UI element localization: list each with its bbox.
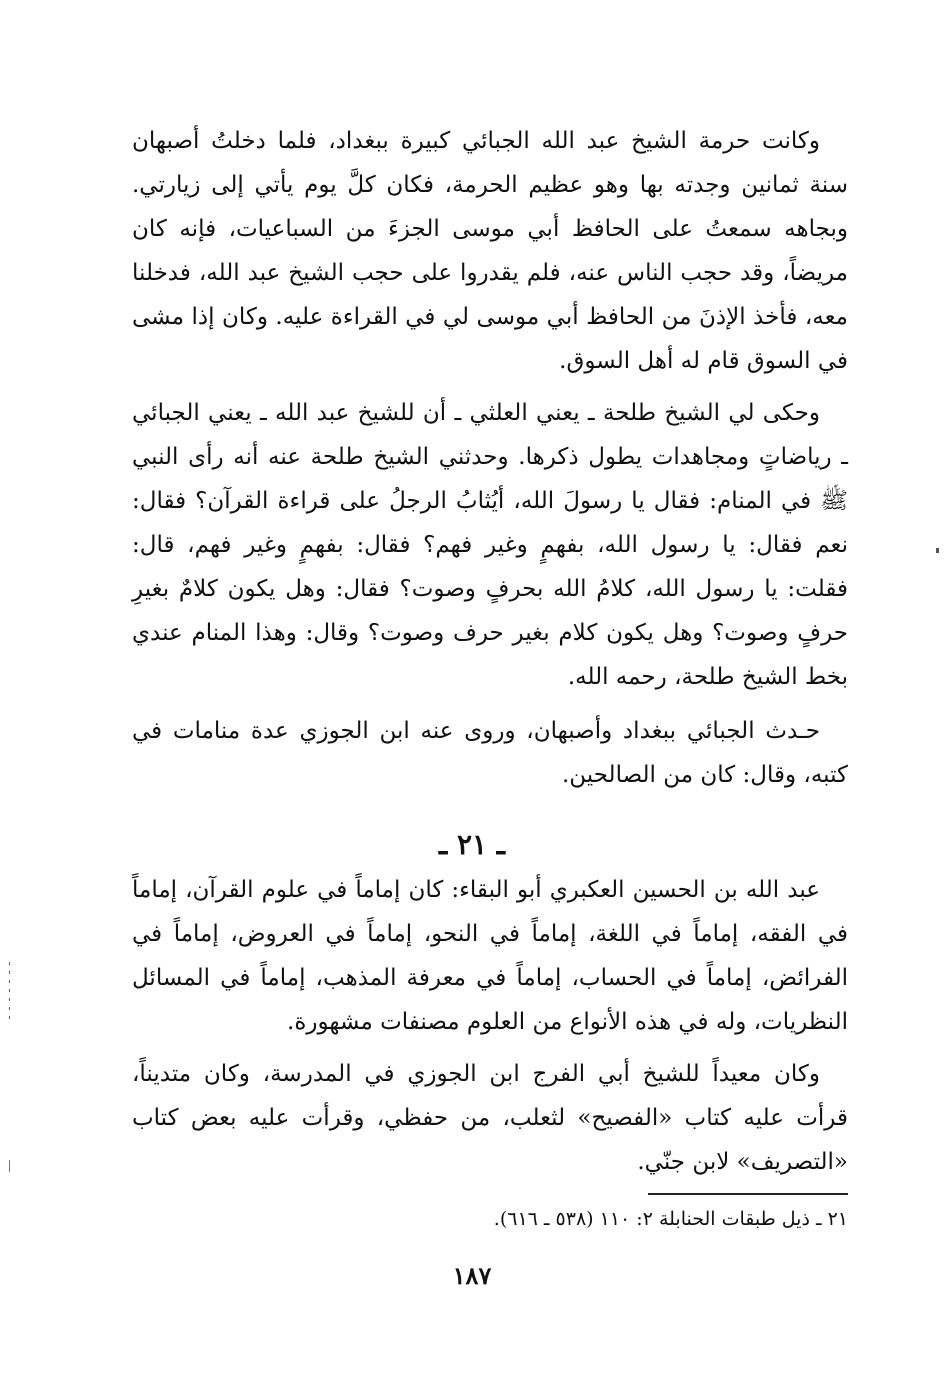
paragraph-text: عبد الله بن الحسين العكبري أبو البقاء: كان إماماً في علوم القرآن، إماماً في الفقه، إماماً في اللغة، إماماً في النحو، إماماً في العروض، إماماً في الفرائض، إماماً في الحساب، إماماً في معرفة المذهب، إماماً في المسائل النظريات، وله في هذه الأنواع من العلوم مصنفات مشهورة.: [132, 877, 848, 1035]
paragraph-akbari-biography: [132, 868, 848, 1044]
page-number: ١٨٧: [452, 1261, 492, 1290]
entry-number-heading: ـ ٢١ ـ: [439, 828, 505, 861]
paragraph-text: وكان معيداً للشيخ أبي الفرج ابن الجوزي في المدرسة، وكان متديناً، قرأت عليه كتاب «الفصيح» لثعلب، من حفظي، وقرأت عليه بعض كتاب «التصريف» لابن جنّي.: [132, 1061, 848, 1175]
paragraph-text: حـدث الجبائي ببغداد وأصبهان، وروى عنه ابن الجوزي عدة منامات في كتبه، وقال: كان من الصالحين.: [132, 718, 848, 788]
margin-mark: [9, 962, 10, 1022]
paragraph-akbari-study: [132, 1052, 848, 1184]
paragraph-jubbai-status: [132, 119, 848, 383]
margin-mark: [9, 1160, 10, 1172]
paragraph-text: وكانت حرمة الشيخ عبد الله الجبائي كبيرة ببغداد، فلما دخلتُ أصبهان سنة ثمانين وجدته بها وهو عظيم الحرمة، فكان كلَّ يوم يأتي إلى زيارتي. وبجاهه سمعتُ على الحافظ أبي موسى الجزءَ من السباعيات، فإنه كان مريضاً، وقد حجب الناس عنه، فلم يقدروا على حجب الشيخ عبد الله، فدخلنا معه، فأخذ الإذنَ من الحافظ أبي موسى لي في القراءة عليه. وكان إذا مشى في السوق قام له أهل السوق.: [132, 128, 848, 374]
paragraph-text: وحكى لي الشيخ طلحة ـ يعني العلثي ـ أن للشيخ عبد الله ـ يعني الجبائي ـ رياضاتٍ ومجاهدات يطول ذكرها. وحدثني الشيخ طلحة عنه أنه رأى النبي ﷺ في المنام: فقال يا رسولَ الله، أيُثابُ الرجلُ على قراءة القرآن؟ فقال: نعم فقال: يا رسول الله، بفهمٍ وغير فهم؟ فقال: بفهمٍ وغير فهم، قال: فقلت: يا رسول الله، كلامُ الله بحرفٍ وصوت؟ فقال: وهل يكون كلامٌ بغيرِ حرفٍ وصوت؟ وهل يكون كلام بغير حرف وصوت؟ وقال: وهذا المنام عندي بخط الشيخ طلحة، رحمه الله.: [132, 400, 848, 690]
footnote: ٢١ ـ ذيل طبقات الحنابلة ٢: ١١٠ (٥٣٨ ـ ٦١٦).: [493, 1208, 848, 1230]
margin-mark: [936, 548, 939, 553]
footnote-divider: [648, 1193, 848, 1195]
paragraph-jubbai-hadith: [132, 709, 848, 797]
paragraph-dream-narration: [132, 391, 848, 699]
